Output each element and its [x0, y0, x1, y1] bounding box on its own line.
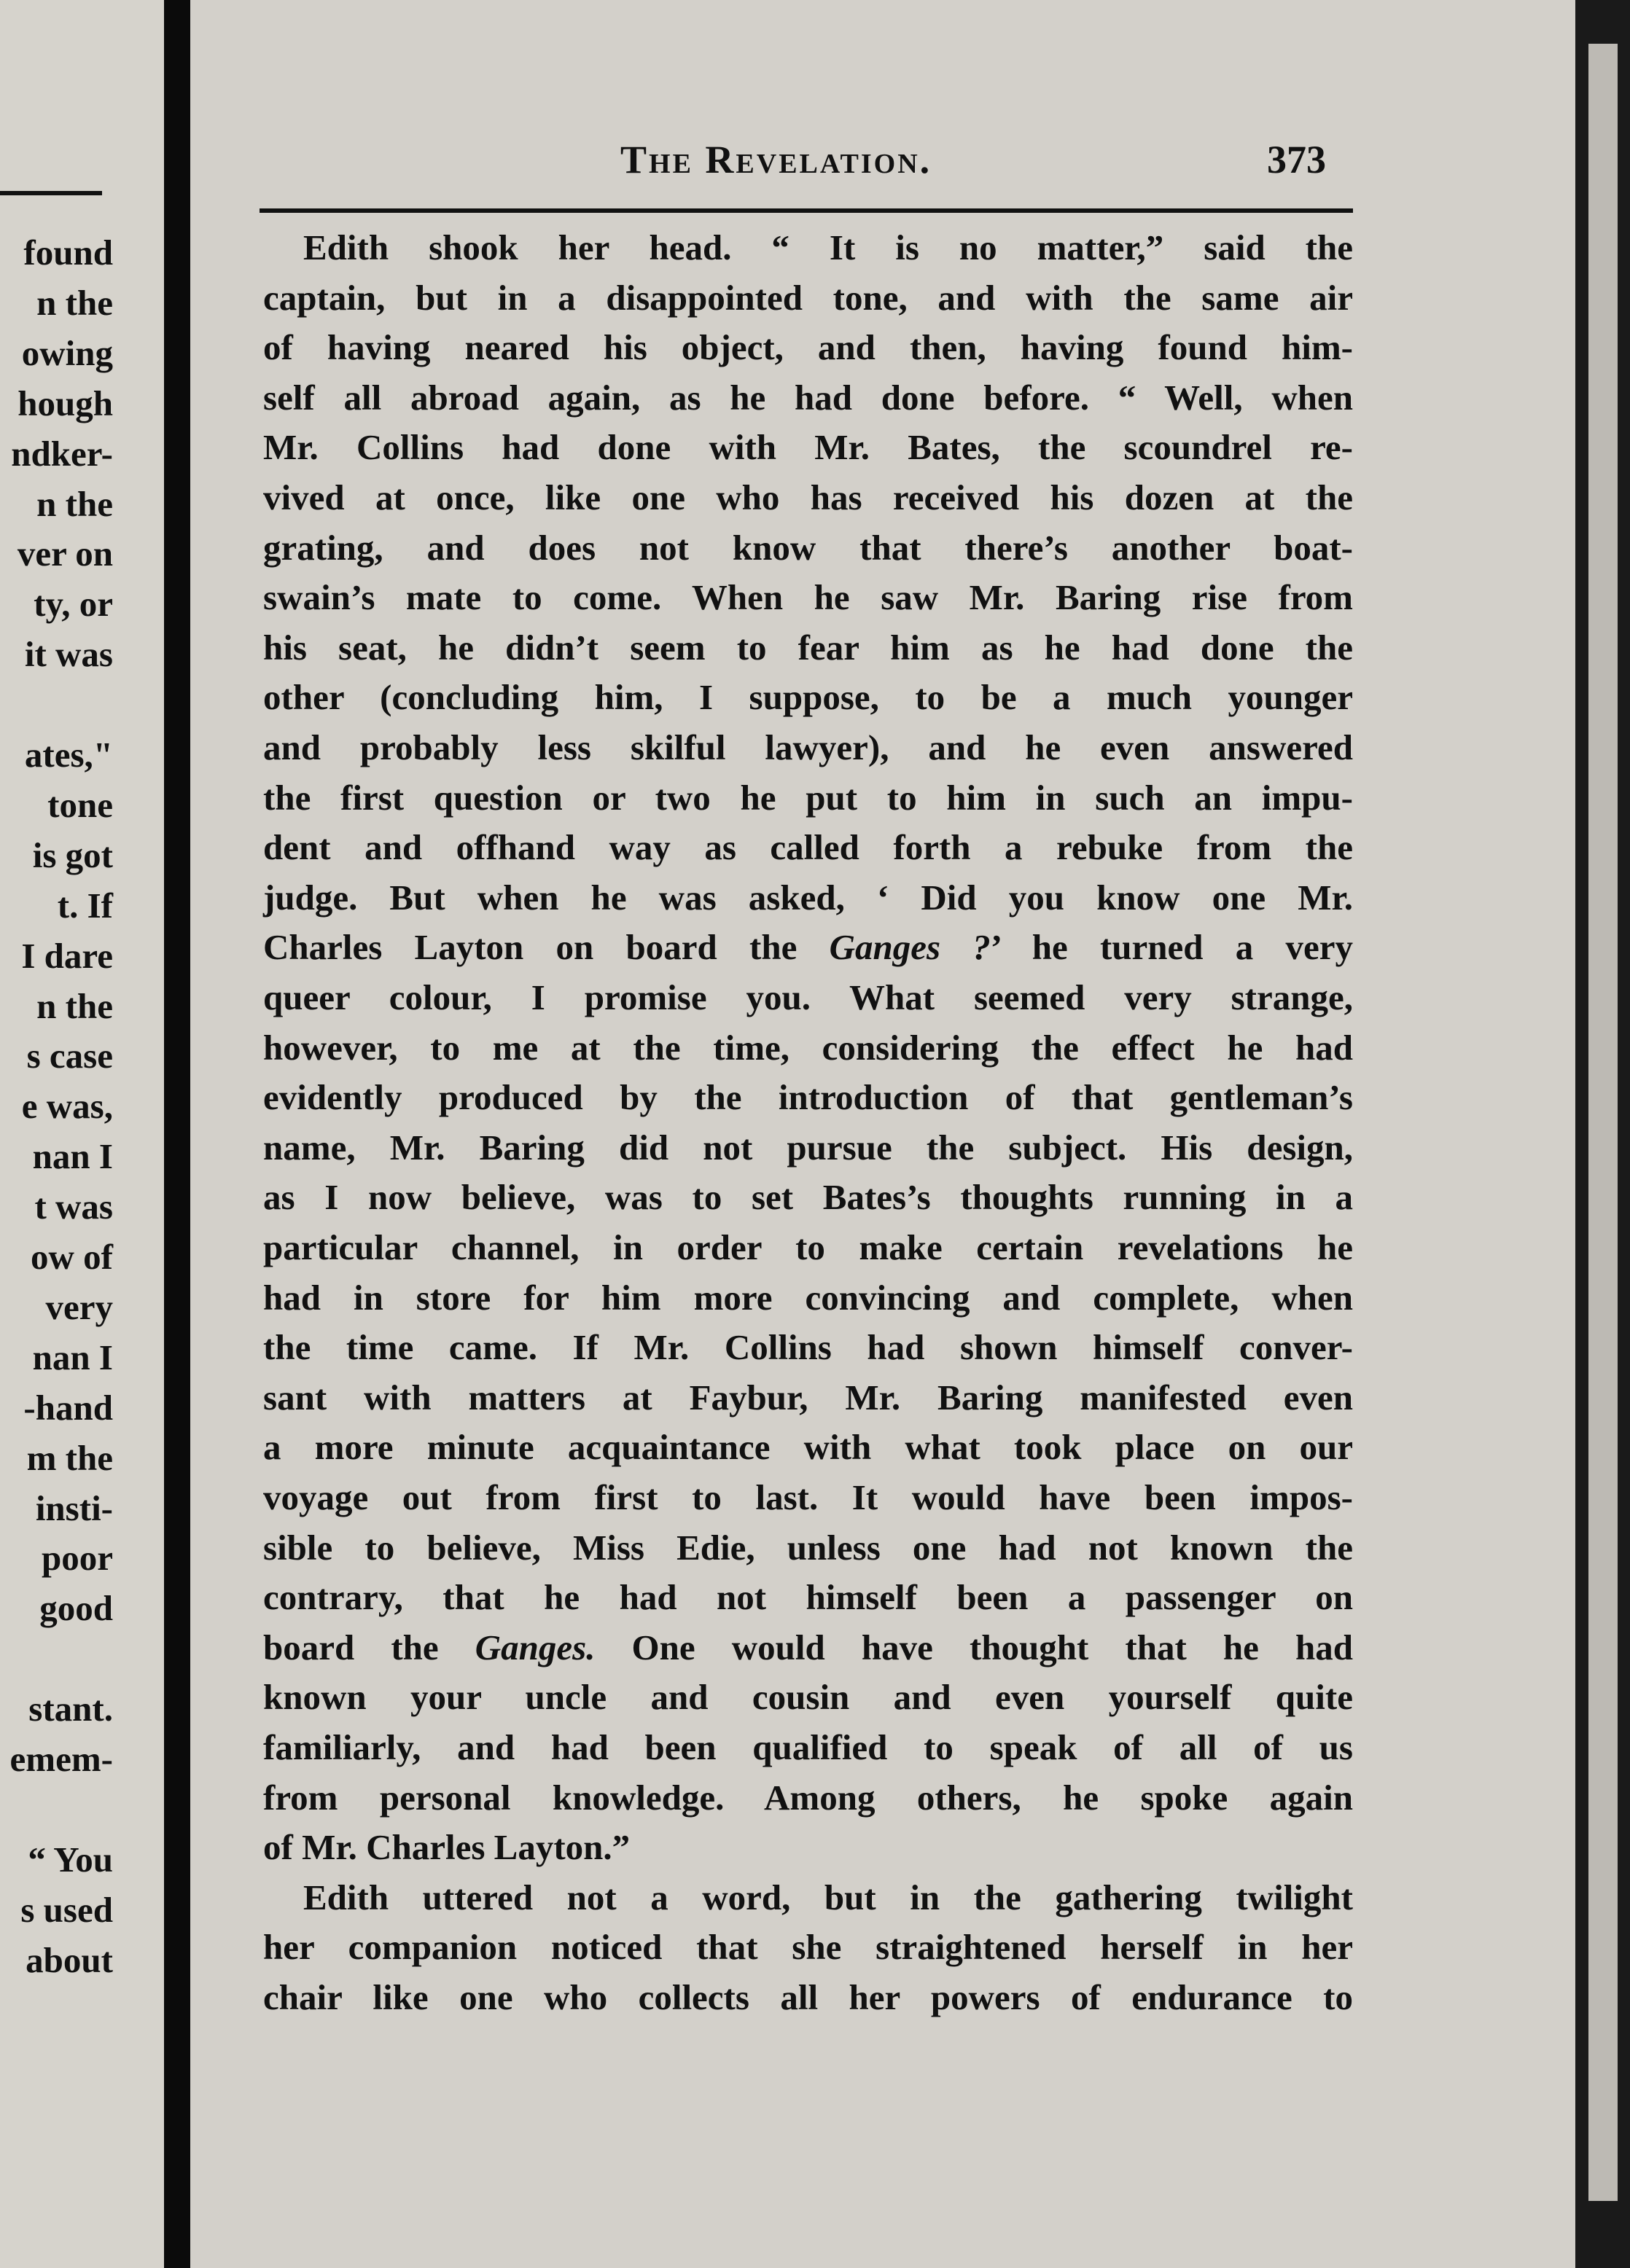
facing-page-line: e was,	[21, 1086, 113, 1127]
facing-page-line: t was	[34, 1186, 113, 1227]
text-line: other (concluding him, I suppose, to be a much younger	[263, 677, 1353, 718]
text-line: evidently produced by the introduction of that gentleman’s	[263, 1077, 1353, 1118]
facing-page-fragment	[0, 0, 164, 2268]
text-line: voyage out from first to last. It would have been impos-	[263, 1477, 1353, 1517]
facing-page-line: very	[45, 1286, 113, 1327]
page-edge	[1575, 0, 1630, 2268]
text-line: dent and offhand way as called forth a rebuke from the	[263, 827, 1353, 868]
facing-page-line: found	[23, 232, 113, 273]
text-line: of having neared his object, and then, having found him-	[263, 327, 1353, 368]
facing-page-line: -hand	[23, 1387, 113, 1428]
facing-page-line: ndker-	[11, 433, 113, 474]
facing-page-rule	[0, 191, 102, 195]
facing-page-line: n the	[36, 985, 113, 1026]
facing-page-line: emem-	[9, 1739, 113, 1779]
facing-page-line: s case	[26, 1036, 113, 1076]
text-line: vived at once, like one who has received his dozen at the	[263, 477, 1353, 517]
running-title: The Revelation.	[620, 138, 932, 181]
text-line: had in store for him more convincing and complete, when	[263, 1277, 1353, 1318]
facing-page-line: tone	[47, 784, 113, 825]
facing-page-line: ates,"	[24, 735, 113, 775]
text-segment: board the	[263, 1627, 475, 1667]
text-line: as I now believe, was to set Bates’s thoughts running in a	[263, 1177, 1353, 1218]
text-line: his seat, he didn’t seem to fear him as he had done the	[263, 627, 1353, 668]
text-line: captain, but in a disappointed tone, and with the same air	[263, 277, 1353, 318]
text-segment: ’ he turned a very	[990, 927, 1353, 968]
text-line	[263, 926, 1353, 969]
text-segment: One would have thought that he had	[595, 1627, 1353, 1667]
text-line: a more minute acquaintance with what took place on our	[263, 1427, 1353, 1468]
facing-page-line: poor	[42, 1538, 113, 1579]
text-line: particular channel, in order to make certain revelations he	[263, 1227, 1353, 1267]
text-line: swain’s mate to come. When he saw Mr. Baring rise from	[263, 577, 1353, 618]
text-line: chair like one who collects all her powers of endurance to	[263, 1977, 1353, 2017]
text-line: known your uncle and cousin and even yourself quite	[263, 1677, 1353, 1718]
book-page	[190, 0, 1575, 2268]
text-line: judge. But when he was asked, ‘ Did you know one Mr.	[263, 877, 1353, 918]
text-line: the first question or two he put to him in such an impu-	[263, 777, 1353, 818]
facing-page-line: n the	[36, 282, 113, 323]
page-edge-paper	[1588, 44, 1618, 2201]
facing-page-line: m the	[26, 1437, 113, 1478]
text-segment: Charles Layton on board the	[263, 927, 830, 968]
facing-page-line: about	[26, 1939, 113, 1980]
text-line: contrary, that he had not himself been a passenger on	[263, 1577, 1353, 1618]
facing-page-line: stant.	[28, 1689, 113, 1729]
text-line: familiarly, and had been qualified to speak of all of us	[263, 1727, 1353, 1767]
page-number: 373	[1267, 138, 1326, 181]
text-line: her companion noticed that she straightened herself in her	[263, 1927, 1353, 1968]
facing-page-line: it was	[24, 634, 113, 675]
text-line: sant with matters at Faybur, Mr. Baring manifested even	[263, 1377, 1353, 1418]
text-line: self all abroad again, as he had done before. “ Well, when	[263, 377, 1353, 418]
facing-page-line: good	[39, 1588, 113, 1629]
text-line: from personal knowledge. Among others, he spoke again	[263, 1777, 1353, 1818]
text-line: and probably less skilful lawyer), and he even answered	[263, 727, 1353, 767]
text-line	[263, 1626, 1353, 1670]
page-header	[190, 137, 1575, 188]
facing-page-line: nan I	[32, 1136, 113, 1177]
facing-page-line: ver on	[17, 533, 113, 574]
facing-page-line: ow of	[31, 1237, 113, 1277]
text-line: grating, and does not know that there’s another boat-	[263, 527, 1353, 568]
text-line: name, Mr. Baring did not pursue the subject. His design,	[263, 1127, 1353, 1168]
facing-page-line: hough	[17, 383, 113, 423]
text-line: sible to believe, Miss Edie, unless one had not known the	[263, 1527, 1353, 1568]
facing-page-line: owing	[21, 332, 113, 373]
text-line: however, to me at the time, considering the effect he had	[263, 1027, 1353, 1068]
facing-page-line: t. If	[57, 885, 113, 926]
text-line: Mr. Collins had done with Mr. Bates, the scoundrel re-	[263, 427, 1353, 468]
ship-name-italic: Ganges.	[475, 1627, 596, 1667]
facing-page-line: nan I	[32, 1337, 113, 1377]
text-line: queer colour, I promise you. What seemed very strange,	[263, 977, 1353, 1017]
text-line: the time came. If Mr. Collins had shown himself conver-	[263, 1327, 1353, 1368]
text-line: Edith uttered not a word, but in the gathering twilight	[303, 1877, 1353, 1917]
facing-page-line: I dare	[21, 935, 113, 976]
facing-page-line: “ You	[28, 1839, 113, 1880]
header-rule	[260, 208, 1353, 213]
book-gutter	[164, 0, 190, 2268]
facing-page-line: ty, or	[34, 584, 113, 625]
facing-page-line: is got	[32, 834, 113, 875]
text-line: of Mr. Charles Layton.”	[263, 1827, 631, 1868]
text-line: Edith shook her head. “ It is no matter,” said the	[303, 227, 1353, 267]
facing-page-line: n the	[36, 483, 113, 524]
facing-page-line: s used	[20, 1889, 113, 1930]
ship-name-italic: Ganges ?	[829, 927, 991, 968]
facing-page-line: insti-	[35, 1487, 113, 1528]
